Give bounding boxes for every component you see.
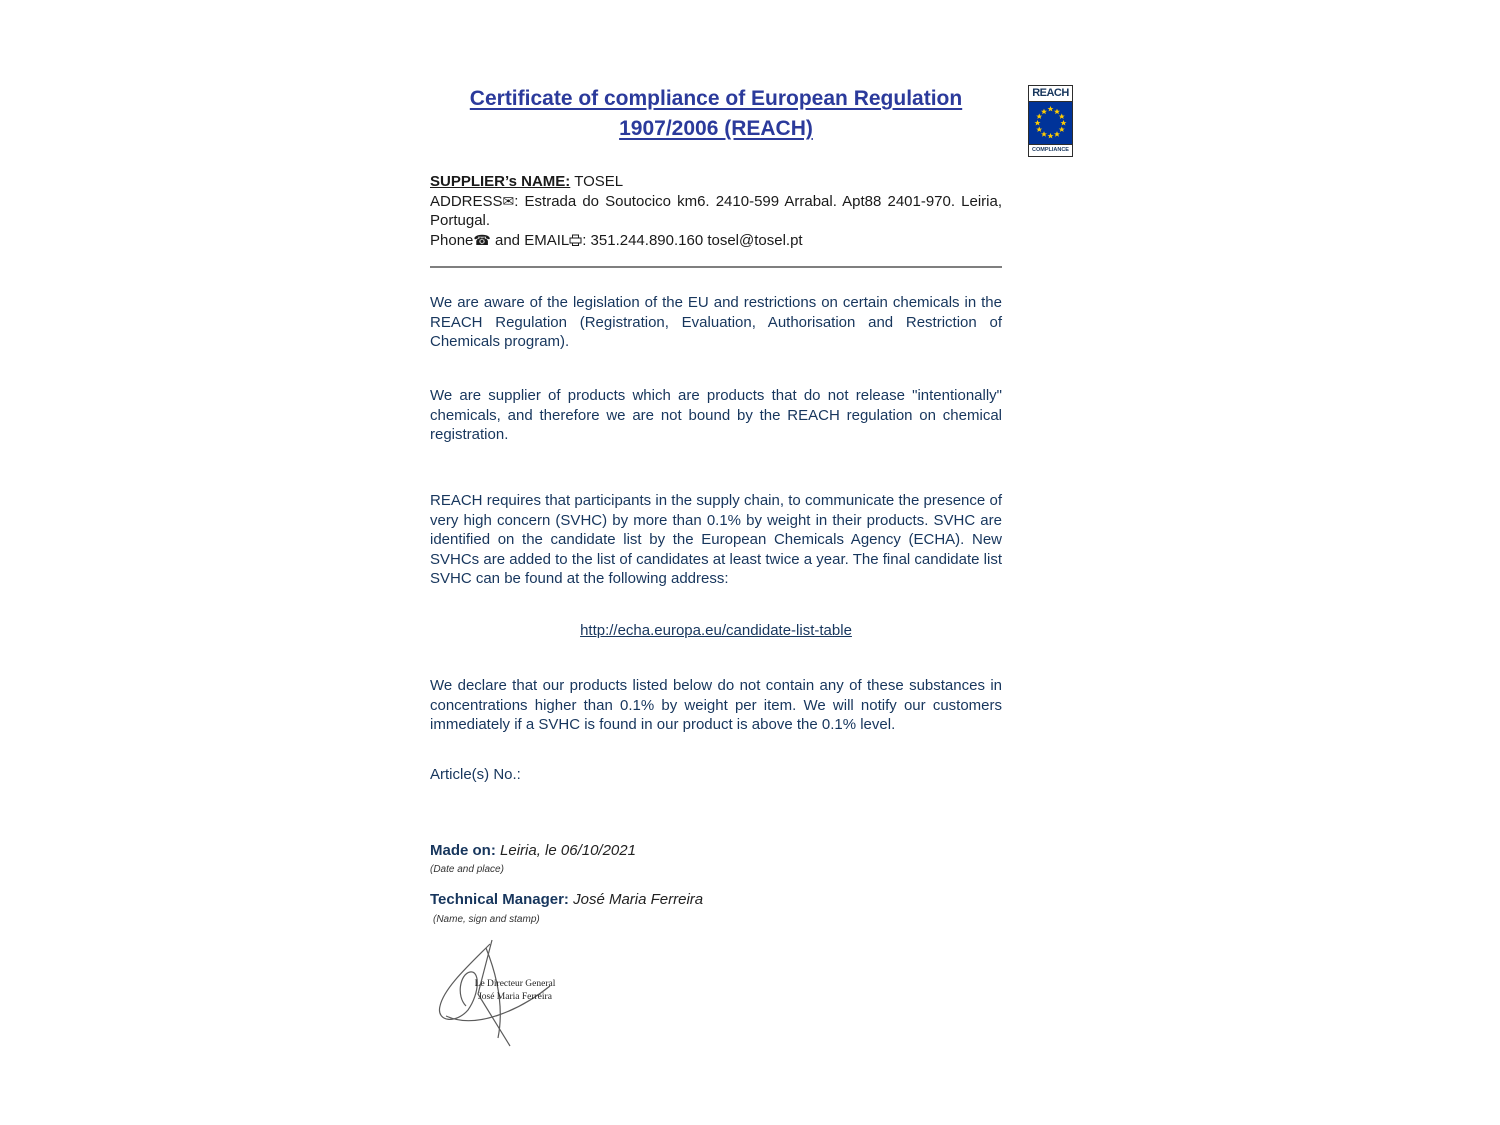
supplier-name-label: SUPPLIER’s NAME: — [430, 173, 571, 190]
signature-stamp-text — [460, 978, 570, 1004]
page-title-line2: 1907/2006 (REACH) — [619, 117, 813, 140]
technical-manager-label: Technical Manager: — [430, 891, 569, 908]
signature-stamp-line1: Le Directeur General — [474, 979, 556, 989]
candidate-list-link-line — [430, 622, 1002, 640]
name-sign-caption: (Name, sign and stamp) — [433, 914, 540, 925]
phone-icon: ☎ — [473, 231, 491, 248]
address-value: : Estrada do Soutocico km6. 2410-599 Arrabal. Apt88 2401-970. Leiria, Portugal. — [430, 192, 1002, 229]
paragraph-supplier-statement: We are supplier of products which are products that do not release "intentionally" chemicals, and therefore we are not bound by the REACH regulation on chemical registration. — [430, 387, 1002, 443]
date-place-caption: (Date and place) — [430, 864, 504, 875]
reach-logo-compliance-label: COMPLIANCE — [1028, 144, 1073, 157]
paragraph-awareness: We are aware of the legislation of the EU and restrictions on certain chemicals in the REACH Regulation (Registration, Evaluation, Authorisation and Restriction of Chemicals program). — [430, 294, 1002, 350]
section-divider — [430, 266, 1002, 268]
reach-compliance-logo — [1028, 85, 1073, 157]
contact-value: : 351.244.890.160 tosel@tosel.pt — [582, 231, 803, 249]
supplier-address-line — [430, 192, 1002, 231]
made-on-value: Leiria, le 06/10/2021 — [500, 842, 636, 859]
technical-manager-value: José Maria Ferreira — [573, 891, 704, 908]
paragraph-declaration: We declare that our products listed below do not contain any of these substances in concentrations higher than 0.1% by weight per item. We will notify our customers immediately if a SVHC is found in our product is above the 0.1% level. — [430, 677, 1002, 733]
supplier-contact-line — [430, 231, 1002, 251]
paragraph-reach-requirements: REACH requires that participants in the supply chain, to communicate the presence of very high concern (SVHC) by more than 0.1% by weight in their products. SVHC are identified on the candidate list by the European Chemicals Agency (ECHA). New SVHCs are added to the list of candidates at least twice a year. The final candidate list SVHC can be found at the following address: — [430, 492, 1002, 587]
email-label: and EMAIL — [490, 231, 570, 249]
supplier-name-line — [430, 172, 1002, 192]
signature-block — [428, 938, 598, 1053]
reach-logo-wordmark: REACH — [1028, 85, 1073, 102]
candidate-list-link[interactable]: http://echa.europa.eu/candidate-list-table — [580, 622, 852, 639]
address-label: ADDRESS — [430, 192, 503, 210]
envelope-icon: ✉ — [502, 192, 515, 209]
technical-manager-line — [430, 891, 1002, 908]
articles-no-label: Article(s) No.: — [430, 766, 521, 783]
made-on-label: Made on: — [430, 842, 496, 859]
eu-flag-icon — [1028, 102, 1073, 144]
signature-stamp-line2: José Maria Ferreira — [478, 992, 552, 1002]
page-title-line1: Certificate of compliance of European Regulation — [469, 87, 963, 110]
made-on-line — [430, 842, 1002, 859]
supplier-name-value: TOSEL — [574, 173, 624, 190]
supplier-block — [430, 172, 1002, 250]
fax-icon — [569, 234, 582, 246]
phone-label: Phone — [430, 231, 474, 249]
page-title — [430, 84, 1002, 144]
